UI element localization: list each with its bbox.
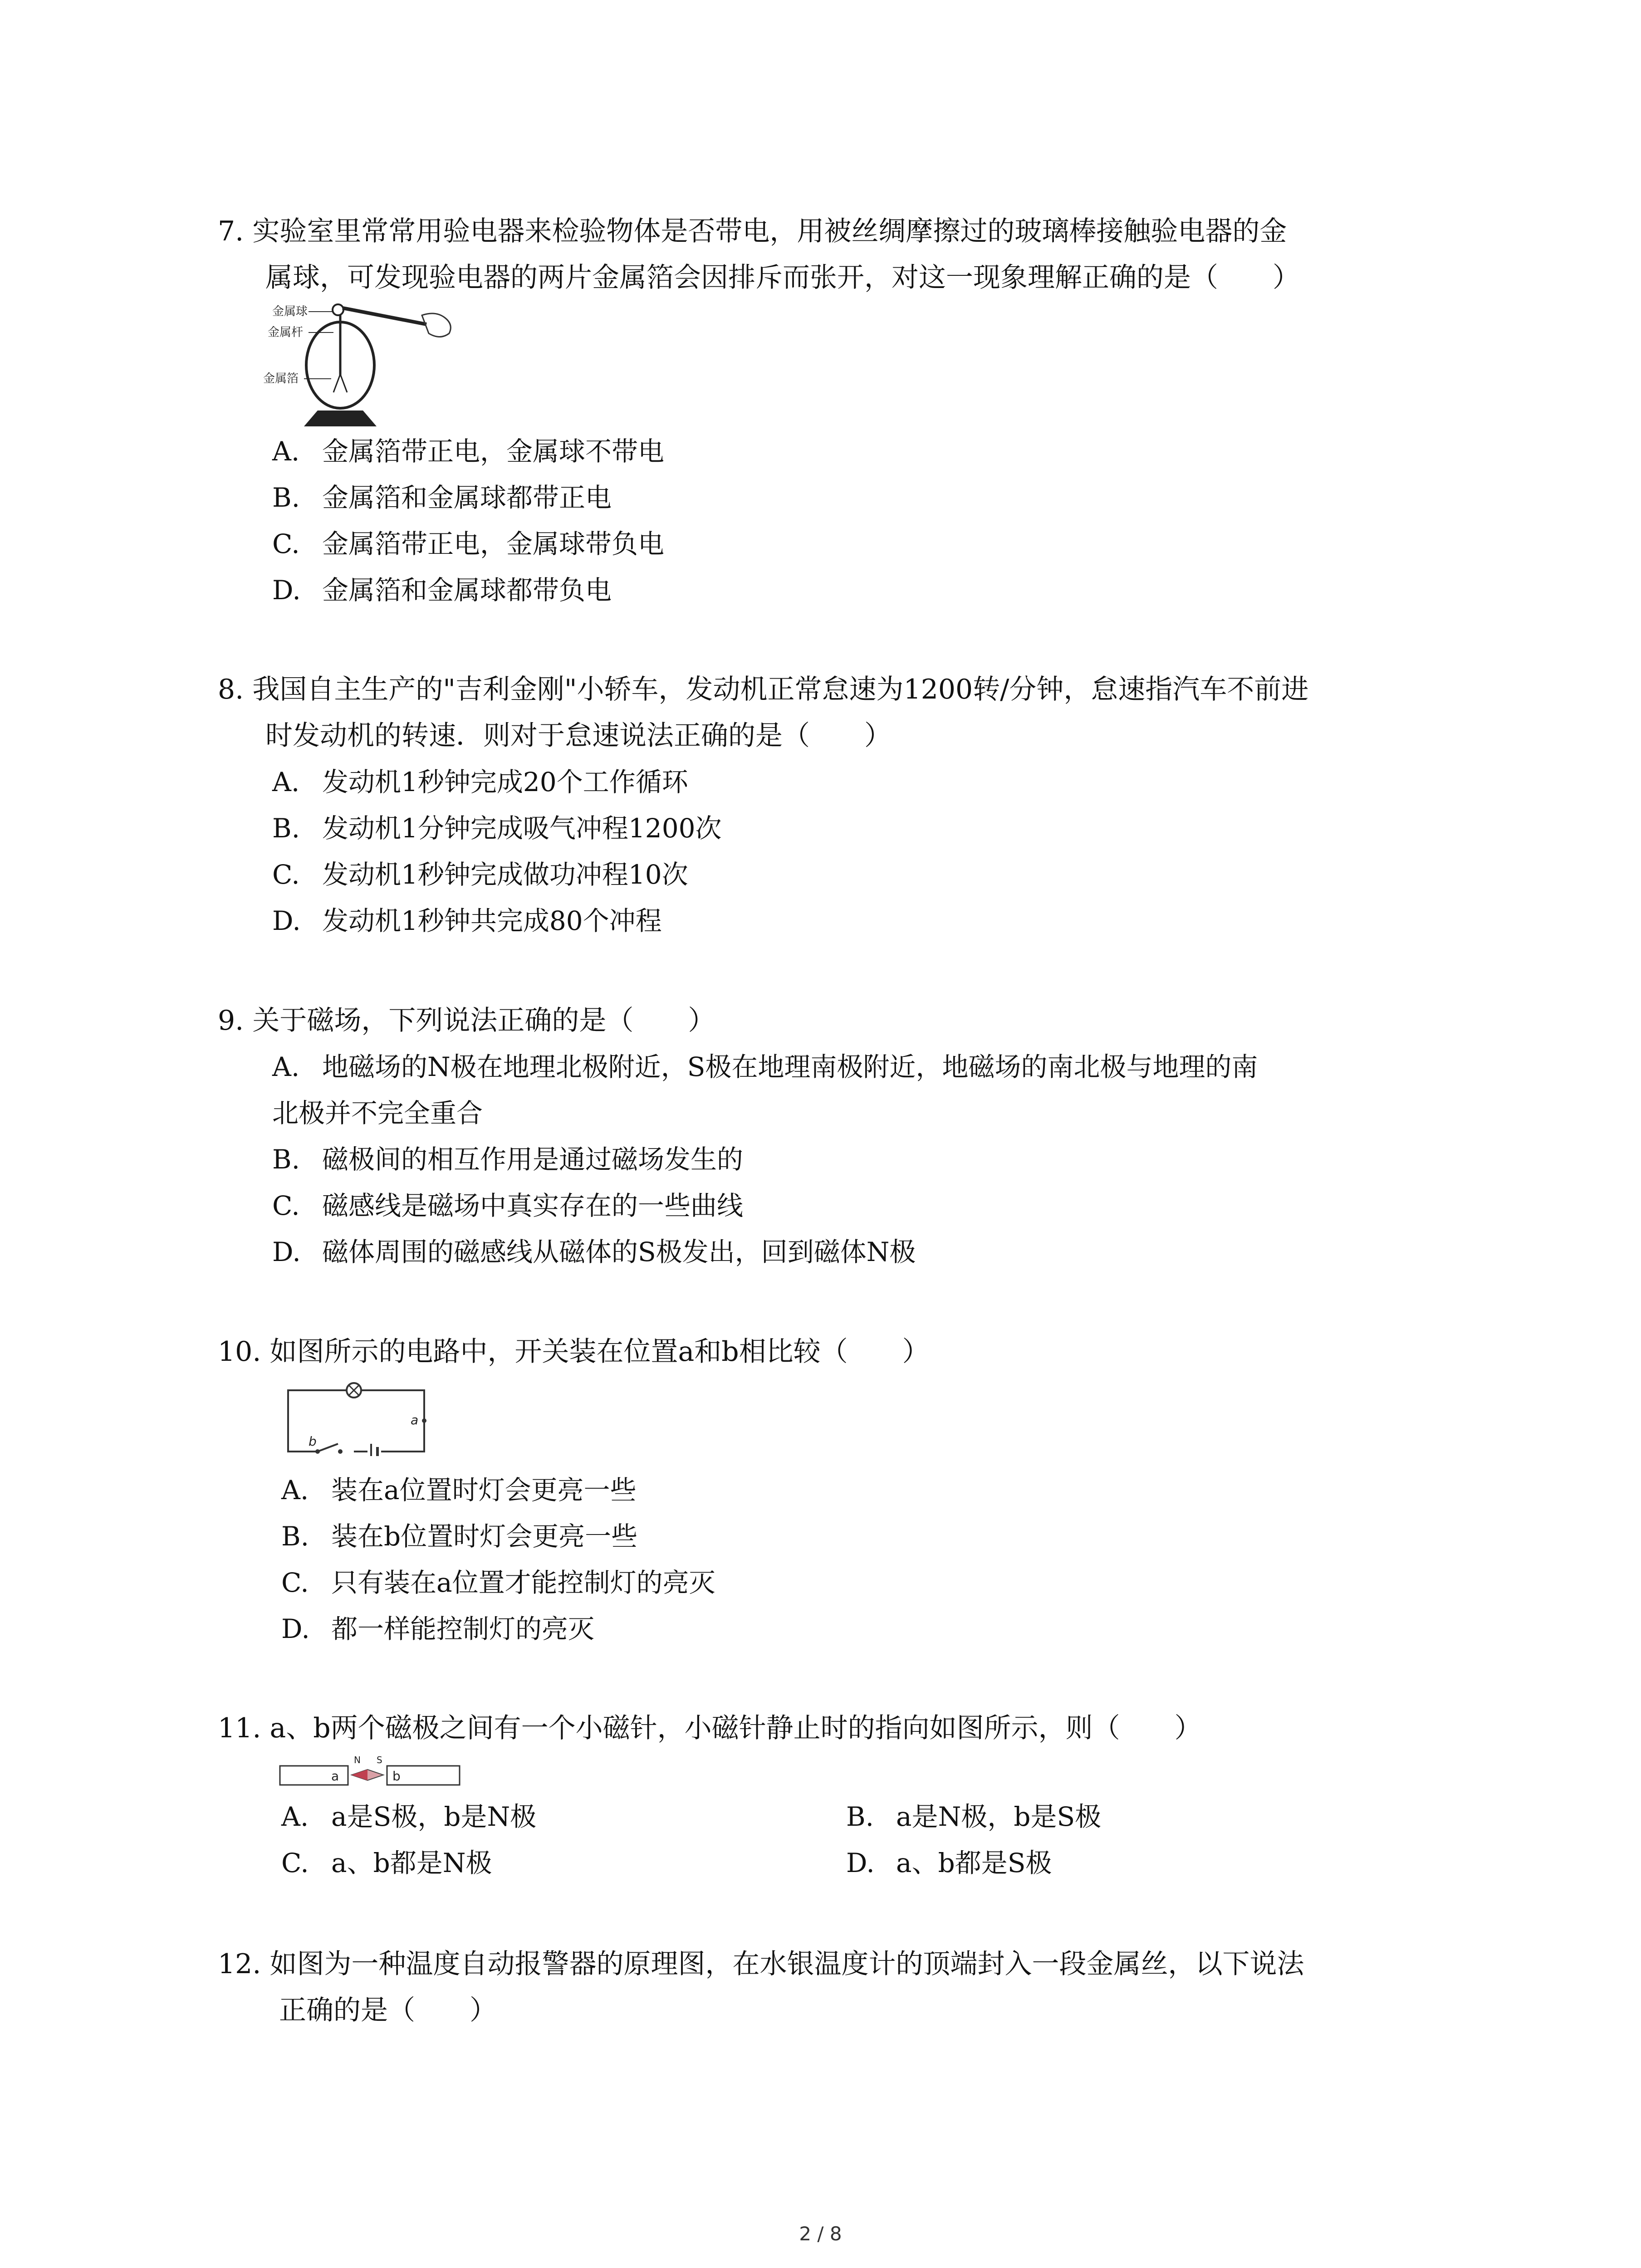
q11-label-a: a [331,1769,339,1784]
q8-option-c-label: C. [272,859,300,890]
q9-stem-text-1: 关于磁场，下列说法正确的是（ ） [252,1005,715,1036]
q10-option-b[interactable] [281,1518,637,1554]
q11-option-b-label: B. [846,1801,874,1832]
q11-option-c-label: C. [281,1848,309,1878]
q9-option-d-text: 磁体周围的磁感线从磁体的S极发出，回到磁体N极 [322,1237,916,1267]
q8-option-d-label: D. [272,905,301,936]
q11-option-c-text: a、b都是N极 [331,1848,492,1878]
q9-option-b-text: 磁极间的相互作用是通过磁场发生的 [322,1144,744,1175]
q9-option-a-text: 地磁场的N极在地理北极附近，S极在地理南极附近，地磁场的南北极与地理的南 [322,1051,1258,1082]
q8-option-d[interactable] [272,903,662,939]
q12-stem-text-1: 如图为一种温度自动报警器的原理图，在水银温度计的顶端封入一段金属丝，以下说法 [269,1948,1304,1980]
q8-option-b[interactable] [272,810,722,846]
q8-option-a-label: A. [272,767,300,797]
q9-stem-line1 [218,1002,715,1039]
q7-option-c-label: C. [272,528,300,559]
q9-option-a-line2: 北极并不完全重合 [272,1098,483,1129]
q8-option-d-text: 发动机1秒钟共完成80个冲程 [322,905,662,936]
q8-option-a[interactable] [272,764,688,800]
q10-option-d-text: 都一样能控制灯的亮灭 [331,1613,595,1644]
q11-label-b: b [392,1769,401,1784]
q11-magnet-figure [279,1753,460,1787]
q11-stem-text-1: a、b两个磁极之间有一个小磁针，小磁针静止时的指向如图所示，则（ ） [269,1712,1202,1744]
q8-option-a-text: 发动机1秒钟完成20个工作循环 [322,767,688,797]
q9-option-a[interactable] [272,1049,1258,1085]
q9-option-d-label: D. [272,1237,301,1267]
q8-stem-text-1: 我国自主生产的"吉利金刚"小轿车，发动机正常怠速为1200转/分钟，怠速指汽车不前进 [252,674,1309,705]
q11-option-a-text: a是S极，b是N极 [331,1801,537,1832]
q11-option-c[interactable] [281,1845,492,1881]
q12-stem-line1 [218,1946,1304,1982]
q10-option-a-label: A. [281,1475,309,1505]
q9-option-b-label: B. [272,1144,300,1175]
q10-option-c-text: 只有装在a位置才能控制灯的亮灭 [331,1567,715,1598]
q8-option-c-text: 发动机1秒钟完成做功冲程10次 [322,859,688,890]
q7-stem-line1 [218,213,1287,249]
q7-option-b-label: B. [272,482,300,513]
q7-option-b[interactable] [272,479,612,516]
q10-label-a: a [411,1413,419,1427]
q7-option-a[interactable] [272,433,664,469]
q7-option-d-text: 金属箔和金属球都带负电 [322,575,612,606]
q7-stem-text-1: 实验室里常常用验电器来检验物体是否带电，用被丝绸摩擦过的玻璃棒接触验电器的金 [252,215,1287,247]
q9-option-c-label: C. [272,1190,300,1221]
q10-option-d[interactable] [281,1611,594,1647]
q8-stem-line2: 时发动机的转速．则对于怠速说法正确的是（ ） [265,720,892,752]
q11-option-d-label: D. [846,1848,875,1878]
q7-label-rod: 金属杆 [268,326,304,339]
q7-number: 7. [218,215,244,247]
q11-option-b[interactable] [846,1799,1101,1835]
q7-electroscope-figure [254,297,463,429]
q10-option-a-text: 装在a位置时灯会更亮一些 [331,1475,637,1505]
q11-option-d[interactable] [846,1845,1052,1881]
q8-option-b-text: 发动机1分钟完成吸气冲程1200次 [322,813,722,844]
q7-option-a-text: 金属箔带正电，金属球不带电 [322,436,665,467]
q11-option-a[interactable] [281,1799,536,1835]
q7-option-c-text: 金属箔带正电，金属球带负电 [322,528,665,559]
q11-label-s: S [377,1755,382,1765]
q10-option-a[interactable] [281,1472,637,1508]
q9-option-c[interactable] [272,1188,743,1224]
q10-circuit-figure [281,1379,436,1456]
q11-label-n: N [354,1755,361,1765]
q12-number: 12. [218,1948,261,1980]
q7-option-d-label: D. [272,575,301,606]
q10-option-b-label: B. [281,1521,309,1552]
q7-option-d[interactable] [272,572,612,608]
page-number: 2 / 8 [799,2223,842,2245]
q10-option-c-label: C. [281,1567,309,1598]
q11-option-d-text: a、b都是S极 [896,1848,1052,1878]
q11-stem-line1 [218,1710,1202,1746]
q9-number: 9. [218,1005,244,1036]
q9-option-a-label: A. [272,1051,300,1082]
q8-stem-line1 [218,671,1308,708]
q10-label-b: b [309,1434,317,1449]
q7-label-foil: 金属箔 [263,372,299,386]
q11-option-b-text: a是N极，b是S极 [896,1801,1102,1832]
q10-number: 10. [218,1336,261,1368]
q7-option-a-label: A. [272,436,300,467]
q11-option-a-label: A. [281,1801,309,1832]
q10-option-c[interactable] [281,1564,715,1601]
q7-label-ball: 金属球 [272,305,308,318]
q9-option-d[interactable] [272,1234,916,1270]
q7-option-b-text: 金属箔和金属球都带正电 [322,482,612,513]
q7-option-c[interactable] [272,526,664,562]
q8-option-b-label: B. [272,813,300,844]
q10-stem-text-1: 如图所示的电路中，开关装在位置a和b相比较（ ） [269,1336,930,1368]
q10-stem-line1 [218,1334,930,1370]
q9-option-b[interactable] [272,1141,743,1178]
q10-option-b-text: 装在b位置时灯会更亮一些 [331,1521,638,1552]
q9-option-c-text: 磁感线是磁场中真实存在的一些曲线 [322,1190,744,1221]
q8-option-c[interactable] [272,856,688,893]
q8-number: 8. [218,674,244,705]
q11-number: 11. [218,1712,261,1744]
q7-stem-line2: 属球，可发现验电器的两片金属箔会因排斥而张开，对这一现象理解正确的是（ ） [265,262,1300,293]
q12-stem-line2: 正确的是（ ） [279,1994,497,2026]
q10-option-d-label: D. [281,1613,310,1644]
